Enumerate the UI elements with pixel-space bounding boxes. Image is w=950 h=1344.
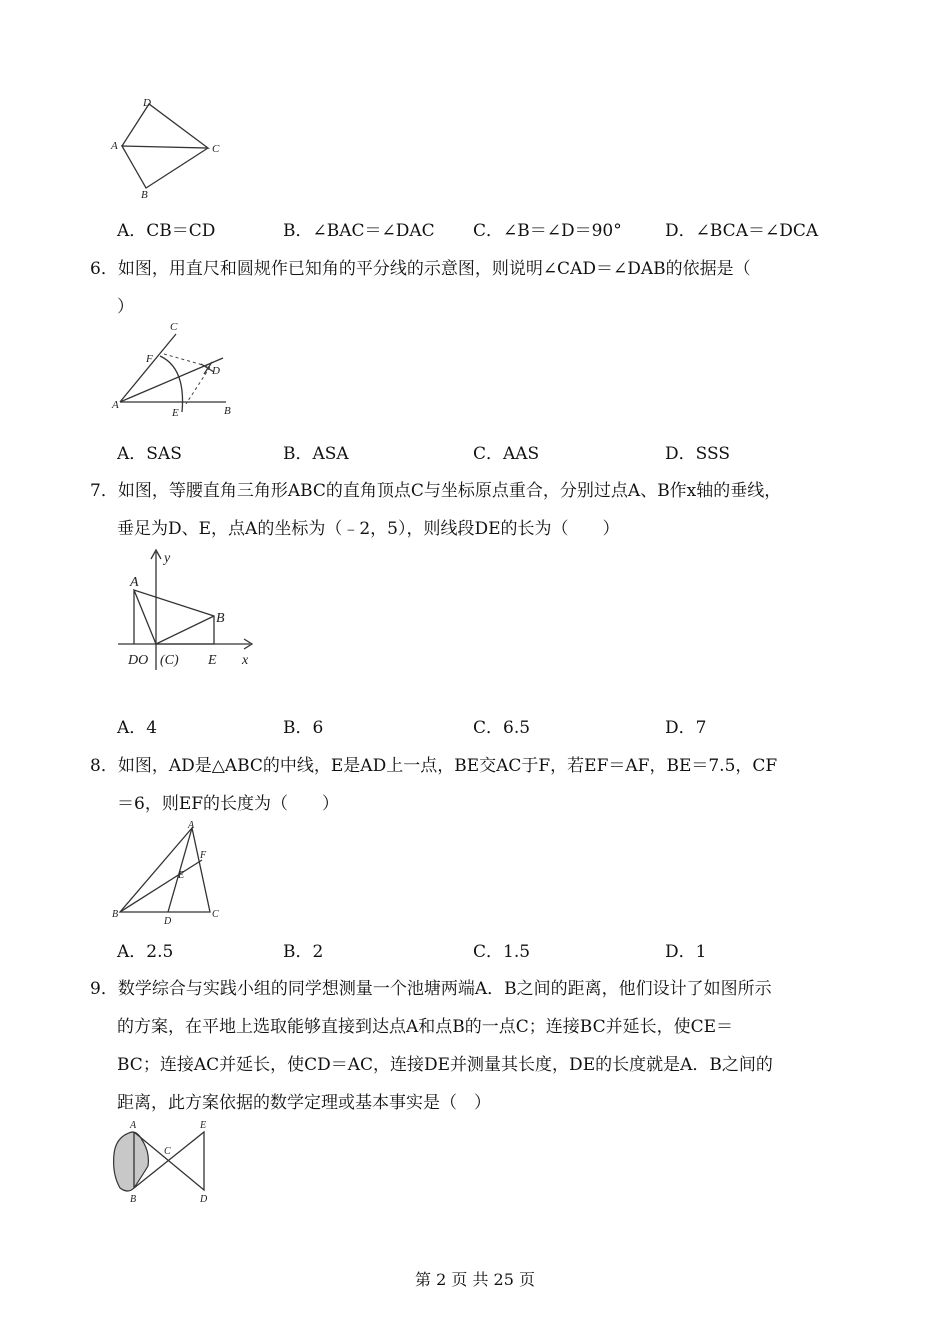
label-y: y bbox=[164, 551, 171, 566]
q6-text-line1: 6．如图，用直尺和圆规作已知角的平分线的示意图，则说明∠CAD＝∠DAB的依据是（ bbox=[90, 259, 751, 279]
label-DO: DO bbox=[128, 653, 149, 668]
label-E: E bbox=[200, 1120, 207, 1131]
q6-figure bbox=[108, 318, 238, 420]
label-B: B bbox=[130, 1194, 137, 1205]
q8-option-c[interactable]: C．1.5 bbox=[473, 942, 531, 962]
q8-option-a[interactable]: A．2.5 bbox=[117, 942, 174, 962]
q5-option-a[interactable]: A．CB＝CD bbox=[117, 221, 216, 241]
q7-figure bbox=[118, 546, 258, 674]
label-D: D bbox=[200, 1194, 208, 1205]
q6-option-b[interactable]: B．ASA bbox=[283, 444, 349, 464]
page-footer: 第 2 页 共 25 页 bbox=[415, 1270, 535, 1289]
label-C: C bbox=[170, 321, 178, 333]
label-C: C bbox=[212, 909, 219, 920]
q9-text-line4: 距离，此方案依据的数学定理或基本事实是（ ） bbox=[117, 1093, 491, 1113]
q8-text-line1: 8．如图，AD是△ABC的中线，E是AD上一点，BE交AC于F，若EF＝AF，BE＝7.5，CF bbox=[90, 756, 778, 776]
label-A: A bbox=[112, 399, 119, 411]
q6-text-line2: ） bbox=[117, 297, 134, 317]
label-C: C bbox=[164, 1146, 171, 1157]
q9-text-line3: BC；连接AC并延长，使CD＝AC，连接DE并测量其长度，DE的长度就是A．B之间的 bbox=[117, 1055, 773, 1075]
q8-figure bbox=[108, 818, 228, 926]
q8-option-d[interactable]: D．1 bbox=[665, 942, 707, 962]
q6-option-a[interactable]: A．SAS bbox=[117, 444, 182, 464]
label-E: E bbox=[172, 407, 179, 419]
label-B: B bbox=[112, 909, 119, 920]
label-B: B bbox=[141, 189, 148, 200]
label-B: B bbox=[224, 405, 231, 417]
q7-option-c[interactable]: C．6.5 bbox=[473, 718, 531, 738]
label-B: B bbox=[216, 611, 225, 626]
q7-option-a[interactable]: A．4 bbox=[117, 718, 158, 738]
q7-text-line1: 7．如图，等腰直角三角形ABC的直角顶点C与坐标原点重合，分别过点A、B作x轴的垂线， bbox=[90, 481, 782, 501]
q5-figure bbox=[108, 92, 228, 200]
label-D: D bbox=[143, 97, 151, 109]
q8-option-b[interactable]: B．2 bbox=[283, 942, 324, 962]
label-D: D bbox=[212, 365, 220, 377]
label-x: x bbox=[242, 653, 249, 668]
label-A: A bbox=[188, 820, 195, 831]
q9-figure bbox=[106, 1118, 226, 1210]
q8-text-line2: ＝6，则EF的长度为（ ） bbox=[117, 794, 340, 814]
label-E: E bbox=[178, 870, 185, 881]
q6-option-d[interactable]: D．SSS bbox=[665, 444, 730, 464]
q7-text-line2: 垂足为D、E，点A的坐标为（﹣2，5），则线段DE的长为（ ） bbox=[117, 519, 620, 539]
q5-option-b[interactable]: B．∠BAC＝∠DAC bbox=[283, 221, 435, 241]
q5-option-c[interactable]: C．∠B＝∠D＝90° bbox=[473, 221, 622, 241]
label-F: F bbox=[146, 353, 153, 365]
q7-option-b[interactable]: B．6 bbox=[283, 718, 324, 738]
q9-text-line1: 9．数学综合与实践小组的同学想测量一个池塘两端A．B之间的距离，他们设计了如图所示 bbox=[90, 979, 772, 999]
label-A: A bbox=[111, 140, 118, 152]
label-C: C bbox=[212, 143, 220, 155]
q7-option-d[interactable]: D．7 bbox=[665, 718, 707, 738]
q5-option-d[interactable]: D．∠BCA＝∠DCA bbox=[665, 221, 819, 241]
q9-text-line2: 的方案，在平地上选取能够直接到达点A和点B的一点C；连接BC并延长，使CE＝ bbox=[117, 1017, 734, 1037]
label-F: F bbox=[200, 850, 207, 861]
label-A: A bbox=[130, 1120, 137, 1131]
label-C: (C) bbox=[160, 653, 179, 668]
q6-option-c[interactable]: C．AAS bbox=[473, 444, 540, 464]
label-A: A bbox=[130, 575, 139, 590]
label-D: D bbox=[164, 916, 172, 926]
label-E: E bbox=[208, 653, 217, 668]
